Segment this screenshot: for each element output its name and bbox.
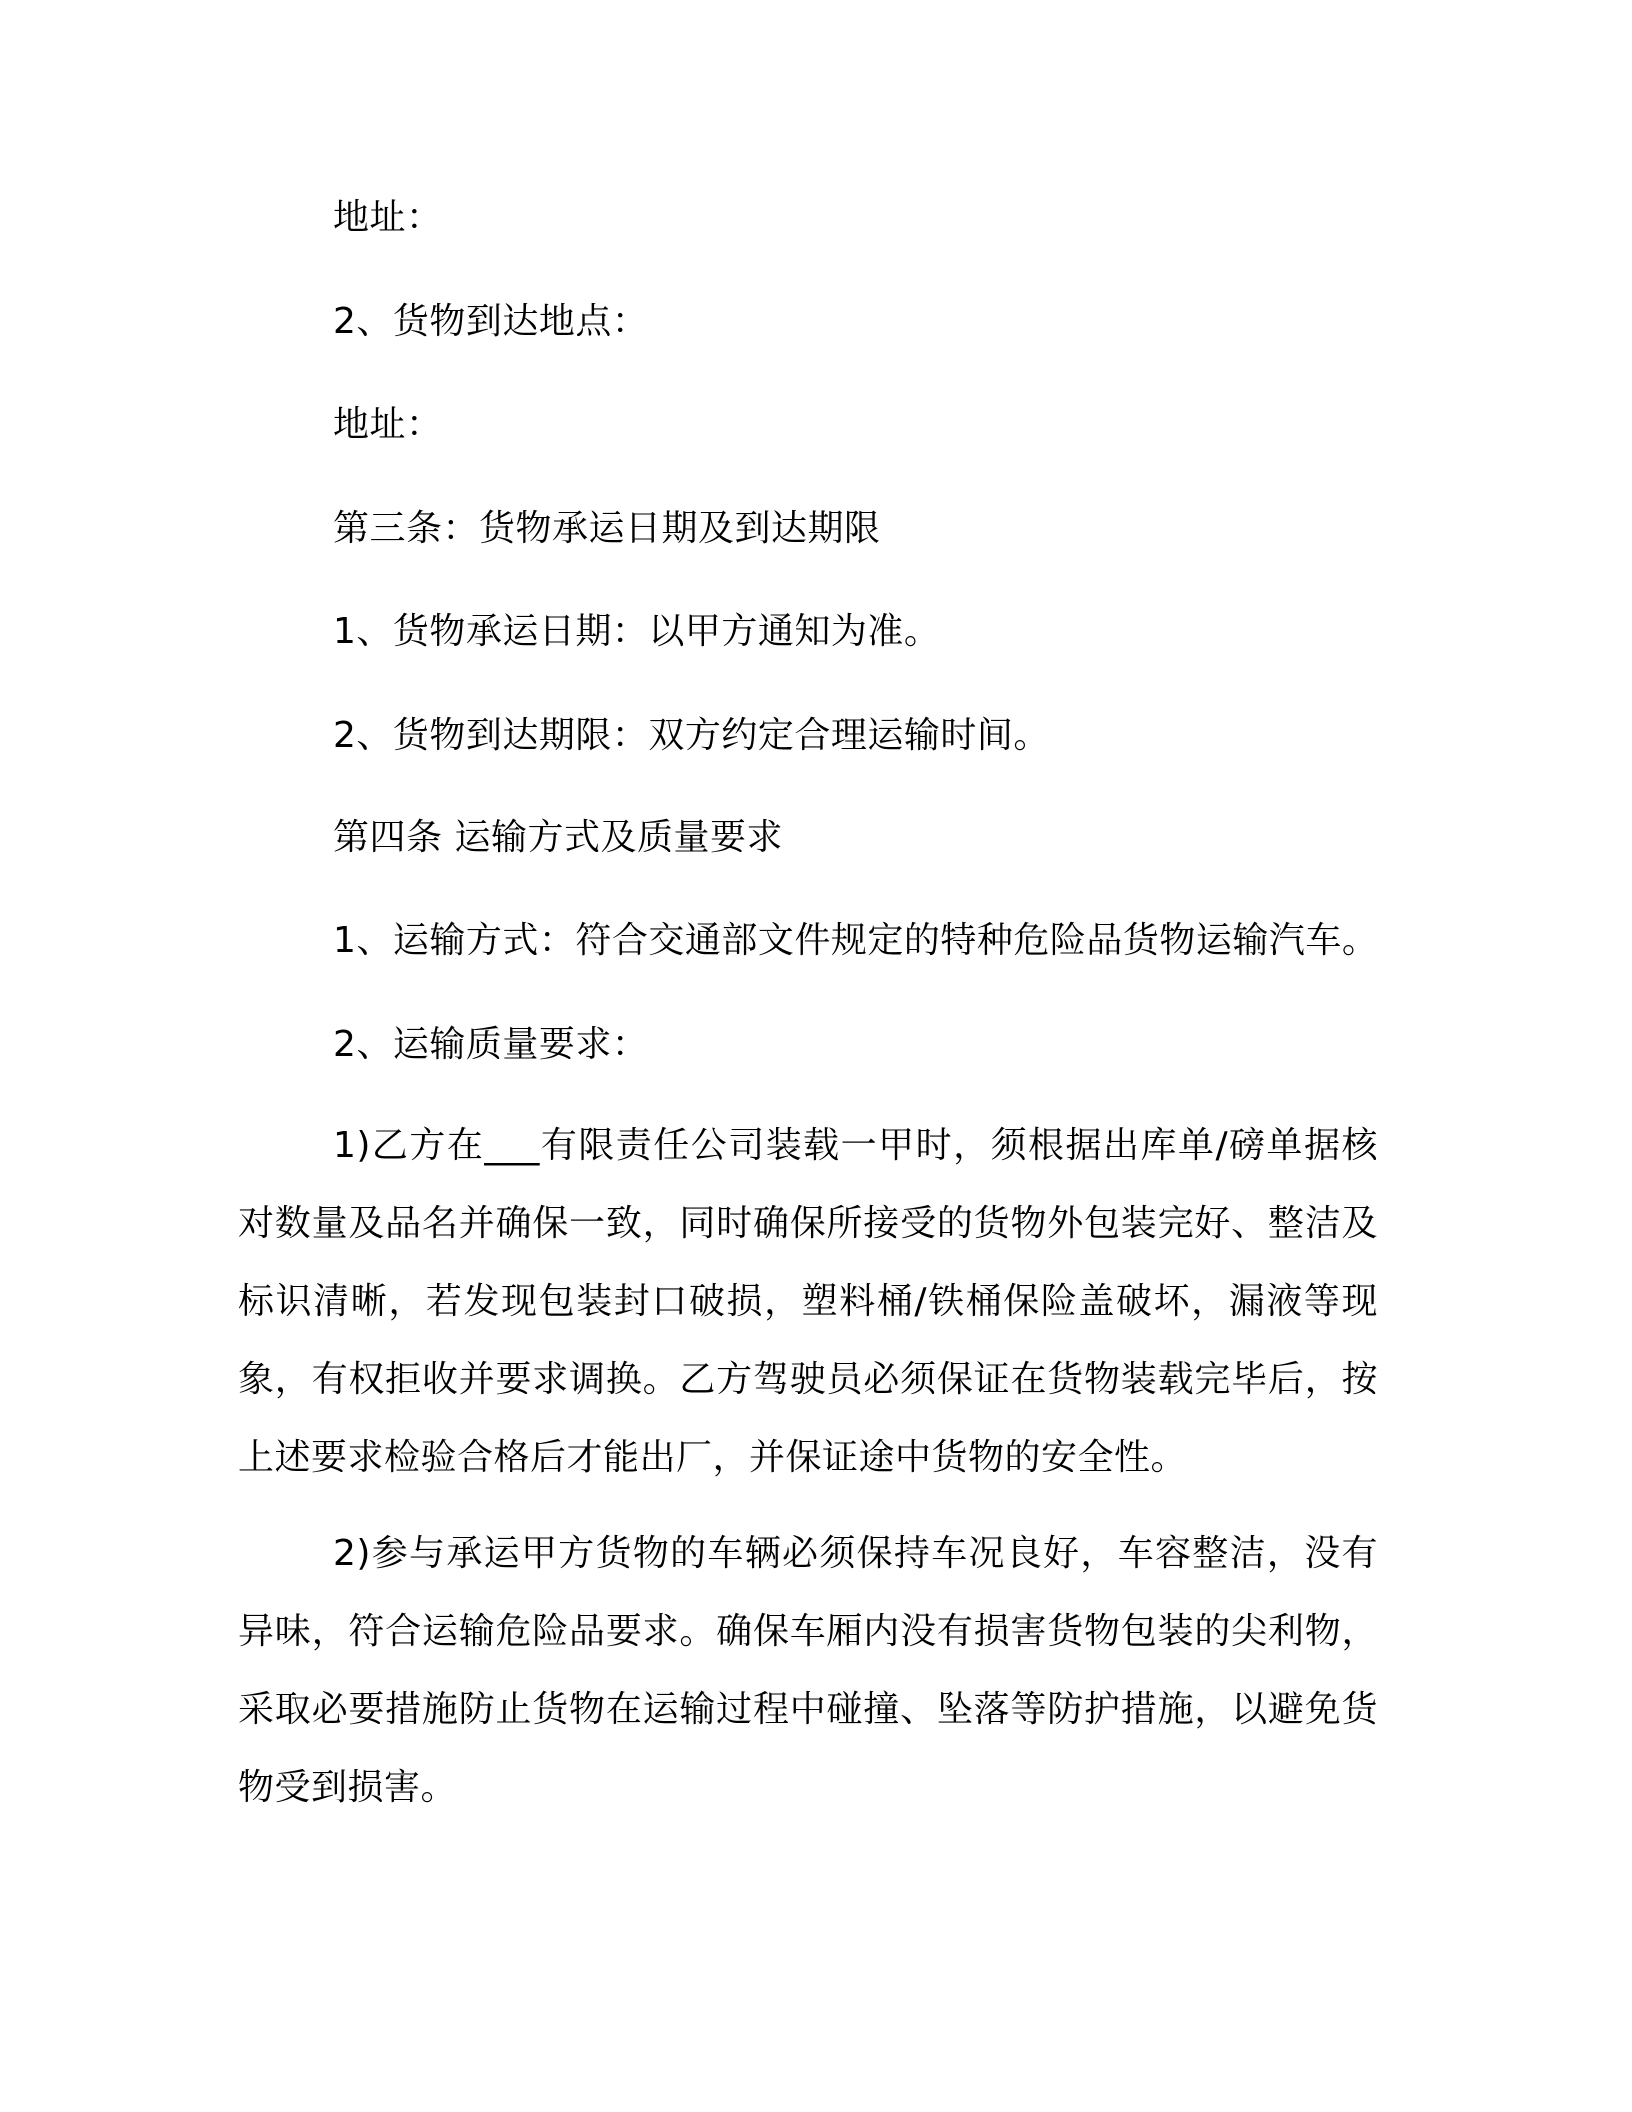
shipping-date-clause: 1、货物承运日期：以甲方通知为准。 [333,611,941,652]
arrival-location-heading: 2、货物到达地点： [333,301,649,342]
quality-requirements-heading: 2、运输质量要求： [333,1024,649,1065]
article-three-heading: 第三条：货物承运日期及到达期限 [333,508,881,549]
quality-requirement-paragraph-2: 2)参与承运甲方货物的车辆必须保持车况良好，车容整洁，没有异味，符合运输危险品要求。确保车厢内没有损害货物包装的尖利物，采取必要措施防止货物在运输过程中碰撞、坠落等防护措施，以避免货物受到损害。 [238,1533,1378,1808]
transport-method-clause: 1、运输方式：符合交通部文件规定的特种危险品货物运输汽车。 [333,920,1379,961]
address-line-origin: 地址： [333,197,443,238]
address-line-destination: 地址： [333,404,443,445]
article-four-heading: 第四条 运输方式及质量要求 [333,817,783,858]
quality-requirement-paragraph-1: 1)乙方在___有限责任公司装载一甲时，须根据出库单/磅单据核对数量及品名并确保一致，同时确保所接受的货物外包装完好、整洁及标识清晰，若发现包装封口破损，塑料桶/铁桶保险盖破坏，漏液等现象，有权拒收并要求调换。乙方驾驶员必须保证在货物装载完毕后，按上述要求检验合格后才能出厂，并保证途中货物的安全性。 [238,1125,1378,1478]
arrival-deadline-clause: 2、货物到达期限：双方约定合理运输时间。 [333,715,1050,756]
